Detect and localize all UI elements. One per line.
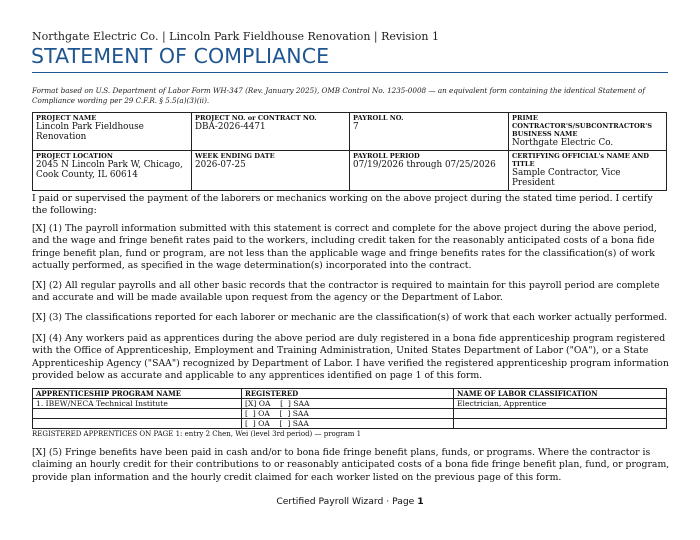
table-row [33, 399, 667, 409]
statement-1: [X] (1) The payroll information submitted with this statement is correct and complete for the above project during the above period, and the wage and fringe benefit rates paid to the workers, including credit taken for the reasonably anticipated costs of a bona fide fringe benefit plan, fund or program, are not less than the applicable wage and fringe benefits rates for the classification(s) of work actually performed, as specified in the wage determination(s) incorporated into the contract. [32, 223, 657, 271]
document-header: Northgate Electric Co. | Lincoln Park Fieldhouse Renovation | Revision 1 [32, 30, 439, 43]
page-footer [0, 496, 700, 507]
payroll-number-label: PAYROLL NO. [353, 114, 404, 122]
page-number: 1 [417, 496, 424, 507]
apprenticeship-header-registered: REGISTERED [242, 389, 454, 399]
project-info-table [32, 112, 667, 191]
project-name-label: PROJECT NAME [36, 114, 97, 122]
payroll-number-cell [350, 113, 509, 151]
apprenticeship-registered: [ ] OA [ ] SAA [242, 419, 454, 429]
certifying-official-value: Sample Contractor, Vice President [512, 168, 621, 188]
project-name-value: Lincoln Park Fieldhouse Renovation [36, 122, 144, 142]
apprenticeship-classification: Electrician, Apprentice [454, 399, 667, 409]
apprenticeship-registered: [ ] OA [ ] SAA [242, 409, 454, 419]
project-location-label: PROJECT LOCATION [36, 152, 113, 160]
apprenticeship-registered: [X] OA [ ] SAA [242, 399, 454, 409]
week-ending-label: WEEK ENDING DATE [195, 152, 275, 160]
week-ending-value: 2026-07-25 [195, 160, 246, 170]
table-row [33, 419, 667, 429]
certifying-official-label: CERTIFYING OFFICIAL's NAME AND TITLE [512, 152, 649, 168]
registered-apprentices-note: REGISTERED APPRENTICES ON PAGE 1: entry 2 Chen, Wei (level 3rd period) — program 1 [32, 430, 362, 438]
project-number-cell [192, 113, 350, 151]
statement-5: [X] (5) Fringe benefits have been paid in cash and/or to bona fide fringe benefit plans, funds, or programs. Where the contractor is claiming an hourly credit for their contributions to or reasonably anticipated costs of a bona fide fringe benefit plan, fund, or program, provide plan information and the hourly credit claimed for each worker listed on the previous page of this form. [32, 447, 670, 483]
payroll-period-cell [350, 151, 509, 191]
prime-contractor-label: PRIME CONTRACTOR'S/SUBCONTRACTOR'S BUSINESS NAME [512, 114, 652, 138]
certification-intro: I paid or supervised the payment of the laborers or mechanics working on the above project during the stated time period. I certify the following: [32, 193, 653, 217]
prime-contractor-value: Northgate Electric Co. [512, 138, 614, 148]
statement-3: [X] (3) The classifications reported for each laborer or mechanic are the classification(s) of work that each worker actually performed. [32, 312, 668, 323]
payroll-number-value: 7 [353, 122, 359, 132]
project-location-value: 2045 N Lincoln Park W, Chicago, Cook County, IL 60614 [36, 160, 183, 180]
statement-4: [X] (4) Any workers paid as apprentices during the above period are duly registered in a bona fide apprenticeship program registered with the Office of Apprenticeship, Employment and Training Administration, United States Department of Labor ("OA"), or a State Apprenticeship Agency ("SAA") recognized by Department of Labor. I have verified the registered apprenticeship program information provided below as accurate and applicable to any apprentices identified on page 1 of this form. [32, 333, 669, 381]
statement-2: [X] (2) All regular payrolls and all other basic records that the contractor is required to maintain for this payroll period are complete and accurate and will be made available upon request from the agency or the Department of Labor. [32, 280, 660, 304]
project-location-cell [33, 151, 192, 191]
prime-contractor-cell [509, 113, 667, 151]
apprenticeship-program-name [33, 409, 242, 419]
week-ending-cell [192, 151, 350, 191]
apprenticeship-header-classification: NAME OF LABOR CLASSIFICATION [454, 389, 667, 399]
apprenticeship-program-name: 1. IBEW/NECA Technical Institute [33, 399, 242, 409]
apprenticeship-classification [454, 409, 667, 419]
apprenticeship-table [32, 388, 667, 429]
apprenticeship-classification [454, 419, 667, 429]
page-title: STATEMENT OF COMPLIANCE [31, 44, 330, 68]
certifying-official-cell [509, 151, 667, 191]
title-divider [32, 72, 668, 73]
apprenticeship-program-name [33, 419, 242, 429]
payroll-period-value: 07/19/2026 through 07/25/2026 [353, 160, 496, 170]
form-note: Format based on U.S. Department of Labor Form WH-347 (Rev. January 2025), OMB Control No. 1235-0008 — an equivalent form containing the identical Statement of Compliance wording per 29 C.F.R. § 5.5(a)(3)(ii). [32, 86, 645, 105]
apprenticeship-header-program: APPRENTICESHIP PROGRAM NAME [33, 389, 242, 399]
project-number-label: PROJECT NO. or CONTRACT NO. [195, 114, 317, 122]
payroll-period-label: PAYROLL PERIOD [353, 152, 420, 160]
project-name-cell [33, 113, 192, 151]
project-number-value: DBA-2026-4471 [195, 122, 266, 132]
table-row [33, 409, 667, 419]
footer-text: Certified Payroll Wizard · Page [276, 496, 418, 507]
